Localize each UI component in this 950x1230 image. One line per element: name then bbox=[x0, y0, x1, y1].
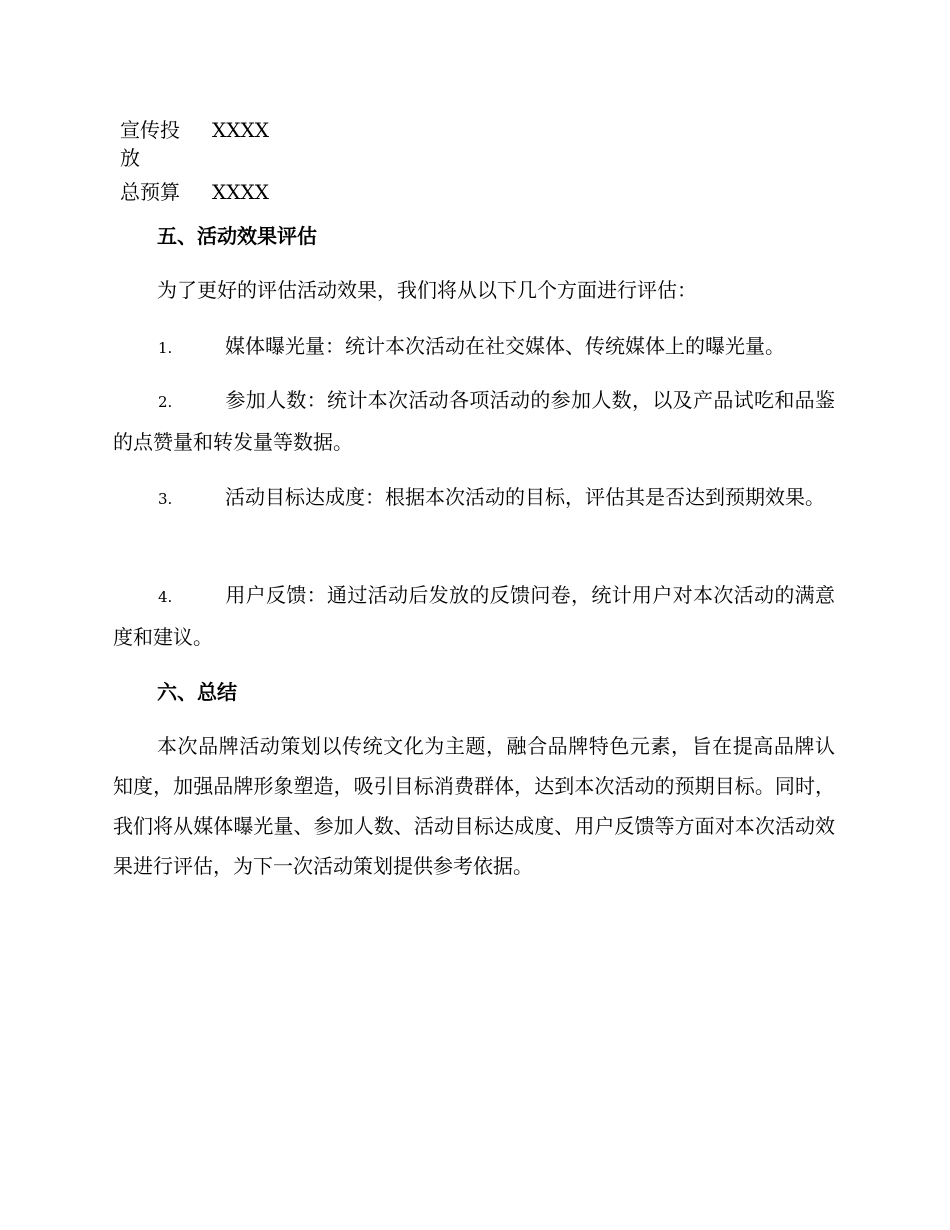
budget-item-label: 总预算 bbox=[120, 180, 180, 204]
list-item bbox=[113, 326, 835, 368]
list-number: 2. bbox=[158, 393, 173, 411]
list-text: 参加人数：统计本次活动各项活动的参加人数，以及产品试吃和品鉴的点赞量和转发量等数据。 bbox=[113, 388, 835, 454]
budget-item-label: 宣传投放 bbox=[120, 118, 180, 170]
list-number: 4. bbox=[158, 588, 173, 606]
list-text: 媒体曝光量：统计本次活动在社交媒体、传统媒体上的曝光量。 bbox=[225, 334, 785, 358]
list-item bbox=[113, 380, 835, 462]
summary-paragraph: 本次品牌活动策划以传统文化为主题，融合品牌特色元素，旨在提高品牌认知度，加强品牌形象塑造，吸引目标消费群体，达到本次活动的预期目标。同时，我们将从媒体曝光量、参加人数、活动目标达成度、用户反馈等方面对本次活动效果进行评估，为下一次活动策划提供参考依据。 bbox=[113, 734, 835, 878]
section-intro: 为了更好的评估活动效果，我们将从以下几个方面进行评估： bbox=[157, 278, 697, 302]
section-heading: 六、总结 bbox=[157, 680, 237, 704]
list-number: 1. bbox=[158, 339, 173, 357]
budget-item-value: XXXX bbox=[212, 180, 269, 204]
list-text: 用户反馈：通过活动后发放的反馈问卷，统计用户对本次活动的满意度和建议。 bbox=[113, 583, 835, 649]
list-text: 活动目标达成度：根据本次活动的目标，评估其是否达到预期效果。 bbox=[225, 485, 825, 509]
list-item bbox=[113, 575, 835, 657]
list-number: 3. bbox=[158, 490, 173, 508]
section-heading: 五、活动效果评估 bbox=[157, 224, 317, 248]
budget-item-value: XXXX bbox=[212, 118, 269, 142]
list-item bbox=[113, 477, 835, 519]
